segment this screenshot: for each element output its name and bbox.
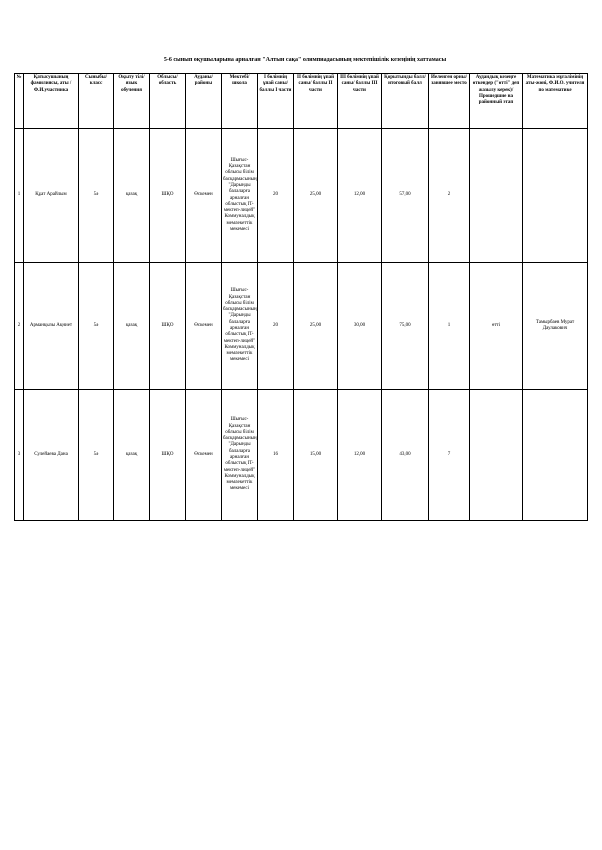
cell-part1: 20 bbox=[258, 263, 294, 390]
cell-part3: 12,00 bbox=[338, 129, 382, 263]
results-table bbox=[14, 73, 588, 521]
cell-language: қазақ bbox=[114, 390, 150, 521]
cell-total: 75,00 bbox=[382, 263, 429, 390]
cell-district: Өскемен bbox=[186, 390, 222, 521]
table-row bbox=[15, 390, 588, 521]
cell-district: Өскемен bbox=[186, 263, 222, 390]
header-teacher: Математика мұғалімінің аты-жөні, Ф.И.О. учителя по математике bbox=[523, 74, 588, 129]
table-row bbox=[15, 263, 588, 390]
cell-teacher: Тамырбаев Мурат Даулакович bbox=[523, 263, 588, 390]
header-grade: Сыныбы/класс bbox=[79, 74, 114, 129]
cell-name: Арманқызы Ақниет bbox=[24, 263, 79, 390]
header-name: Қатысушының фамилиясы, аты /Ф.И.участника bbox=[24, 74, 79, 129]
cell-place: 1 bbox=[429, 263, 470, 390]
cell-school: Шығыс-Қазақстан облысы білім басқармасының "Дарынды балаларға арналған облыстық IT-мектеп-лицей" Коммуналдық мемлекеттік мекемесі bbox=[222, 129, 258, 263]
cell-place: 2 bbox=[429, 129, 470, 263]
cell-num: 1 bbox=[15, 129, 24, 263]
header-part2: ІІ бөлімнің ұпай саны/ баллы II части bbox=[294, 74, 338, 129]
cell-place: 7 bbox=[429, 390, 470, 521]
cell-name: Құат Арайлым bbox=[24, 129, 79, 263]
cell-teacher-empty bbox=[523, 390, 588, 521]
cell-part3: 12,00 bbox=[338, 390, 382, 521]
cell-passed bbox=[470, 129, 523, 263]
document-title: 5-6 сынып оқушыларына арналған "Алтын сақа" олимпиадасының мектепішілік кезеңінің хаттамасы bbox=[163, 57, 447, 63]
cell-region: ШҚО bbox=[150, 390, 186, 521]
cell-region: ШҚО bbox=[150, 263, 186, 390]
cell-part1: 20 bbox=[258, 129, 294, 263]
cell-part1: 16 bbox=[258, 390, 294, 521]
cell-part3: 30,00 bbox=[338, 263, 382, 390]
header-num: № bbox=[15, 74, 24, 129]
cell-grade: 5ә bbox=[79, 129, 114, 263]
cell-district: Өскемен bbox=[186, 129, 222, 263]
cell-passed: өтті bbox=[470, 263, 523, 390]
cell-name: Сулейаева Дана bbox=[24, 390, 79, 521]
header-school: Мектебі/ школа bbox=[222, 74, 258, 129]
header-total: Қорытынды балл/ итоговый балл bbox=[382, 74, 429, 129]
cell-passed bbox=[470, 390, 523, 521]
cell-region: ШҚО bbox=[150, 129, 186, 263]
header-part3: ІІІ бөлімнің ұпай саны/ баллы III части bbox=[338, 74, 382, 129]
cell-grade: 5ә bbox=[79, 390, 114, 521]
header-region: Облысы/ область bbox=[150, 74, 186, 129]
cell-school: Шығыс-Қазақстан облысы білім басқармасының "Дарынды балаларға арналған облыстық IT-мектеп-лицей" Коммуналдық мемлекеттік мекемесі bbox=[222, 390, 258, 521]
cell-part2: 25,00 bbox=[294, 129, 338, 263]
table-row bbox=[15, 129, 588, 263]
header-district: Ауданы/ районы bbox=[186, 74, 222, 129]
cell-language: қазақ bbox=[114, 263, 150, 390]
header-passed: Аудандық кезеңге өткендер ("өтті" деп жазылу керек)/ Прошедшие на районный этап bbox=[470, 74, 523, 129]
header-part1: І бөлімнің ұпай саны/ баллы I части bbox=[258, 74, 294, 129]
cell-part2: 15,00 bbox=[294, 390, 338, 521]
cell-grade: 5ә bbox=[79, 263, 114, 390]
cell-part2: 25,00 bbox=[294, 263, 338, 390]
header-place: Иеленген орны/ занявшее место bbox=[429, 74, 470, 129]
header-row bbox=[15, 74, 588, 129]
cell-total: 43,00 bbox=[382, 390, 429, 521]
cell-total: 57,00 bbox=[382, 129, 429, 263]
cell-num: 2 bbox=[15, 263, 24, 390]
cell-num: 3 bbox=[15, 390, 24, 521]
cell-language: қазақ bbox=[114, 129, 150, 263]
cell-teacher-empty bbox=[523, 129, 588, 263]
header-language: Оқыту тілі/ язык обучения bbox=[114, 74, 150, 129]
cell-school: Шығыс-Қазақстан облысы білім басқармасының "Дарынды балаларға арналған облыстық IT-мектеп-лицей" Коммуналдық мемлекеттік мекемесі bbox=[222, 263, 258, 390]
